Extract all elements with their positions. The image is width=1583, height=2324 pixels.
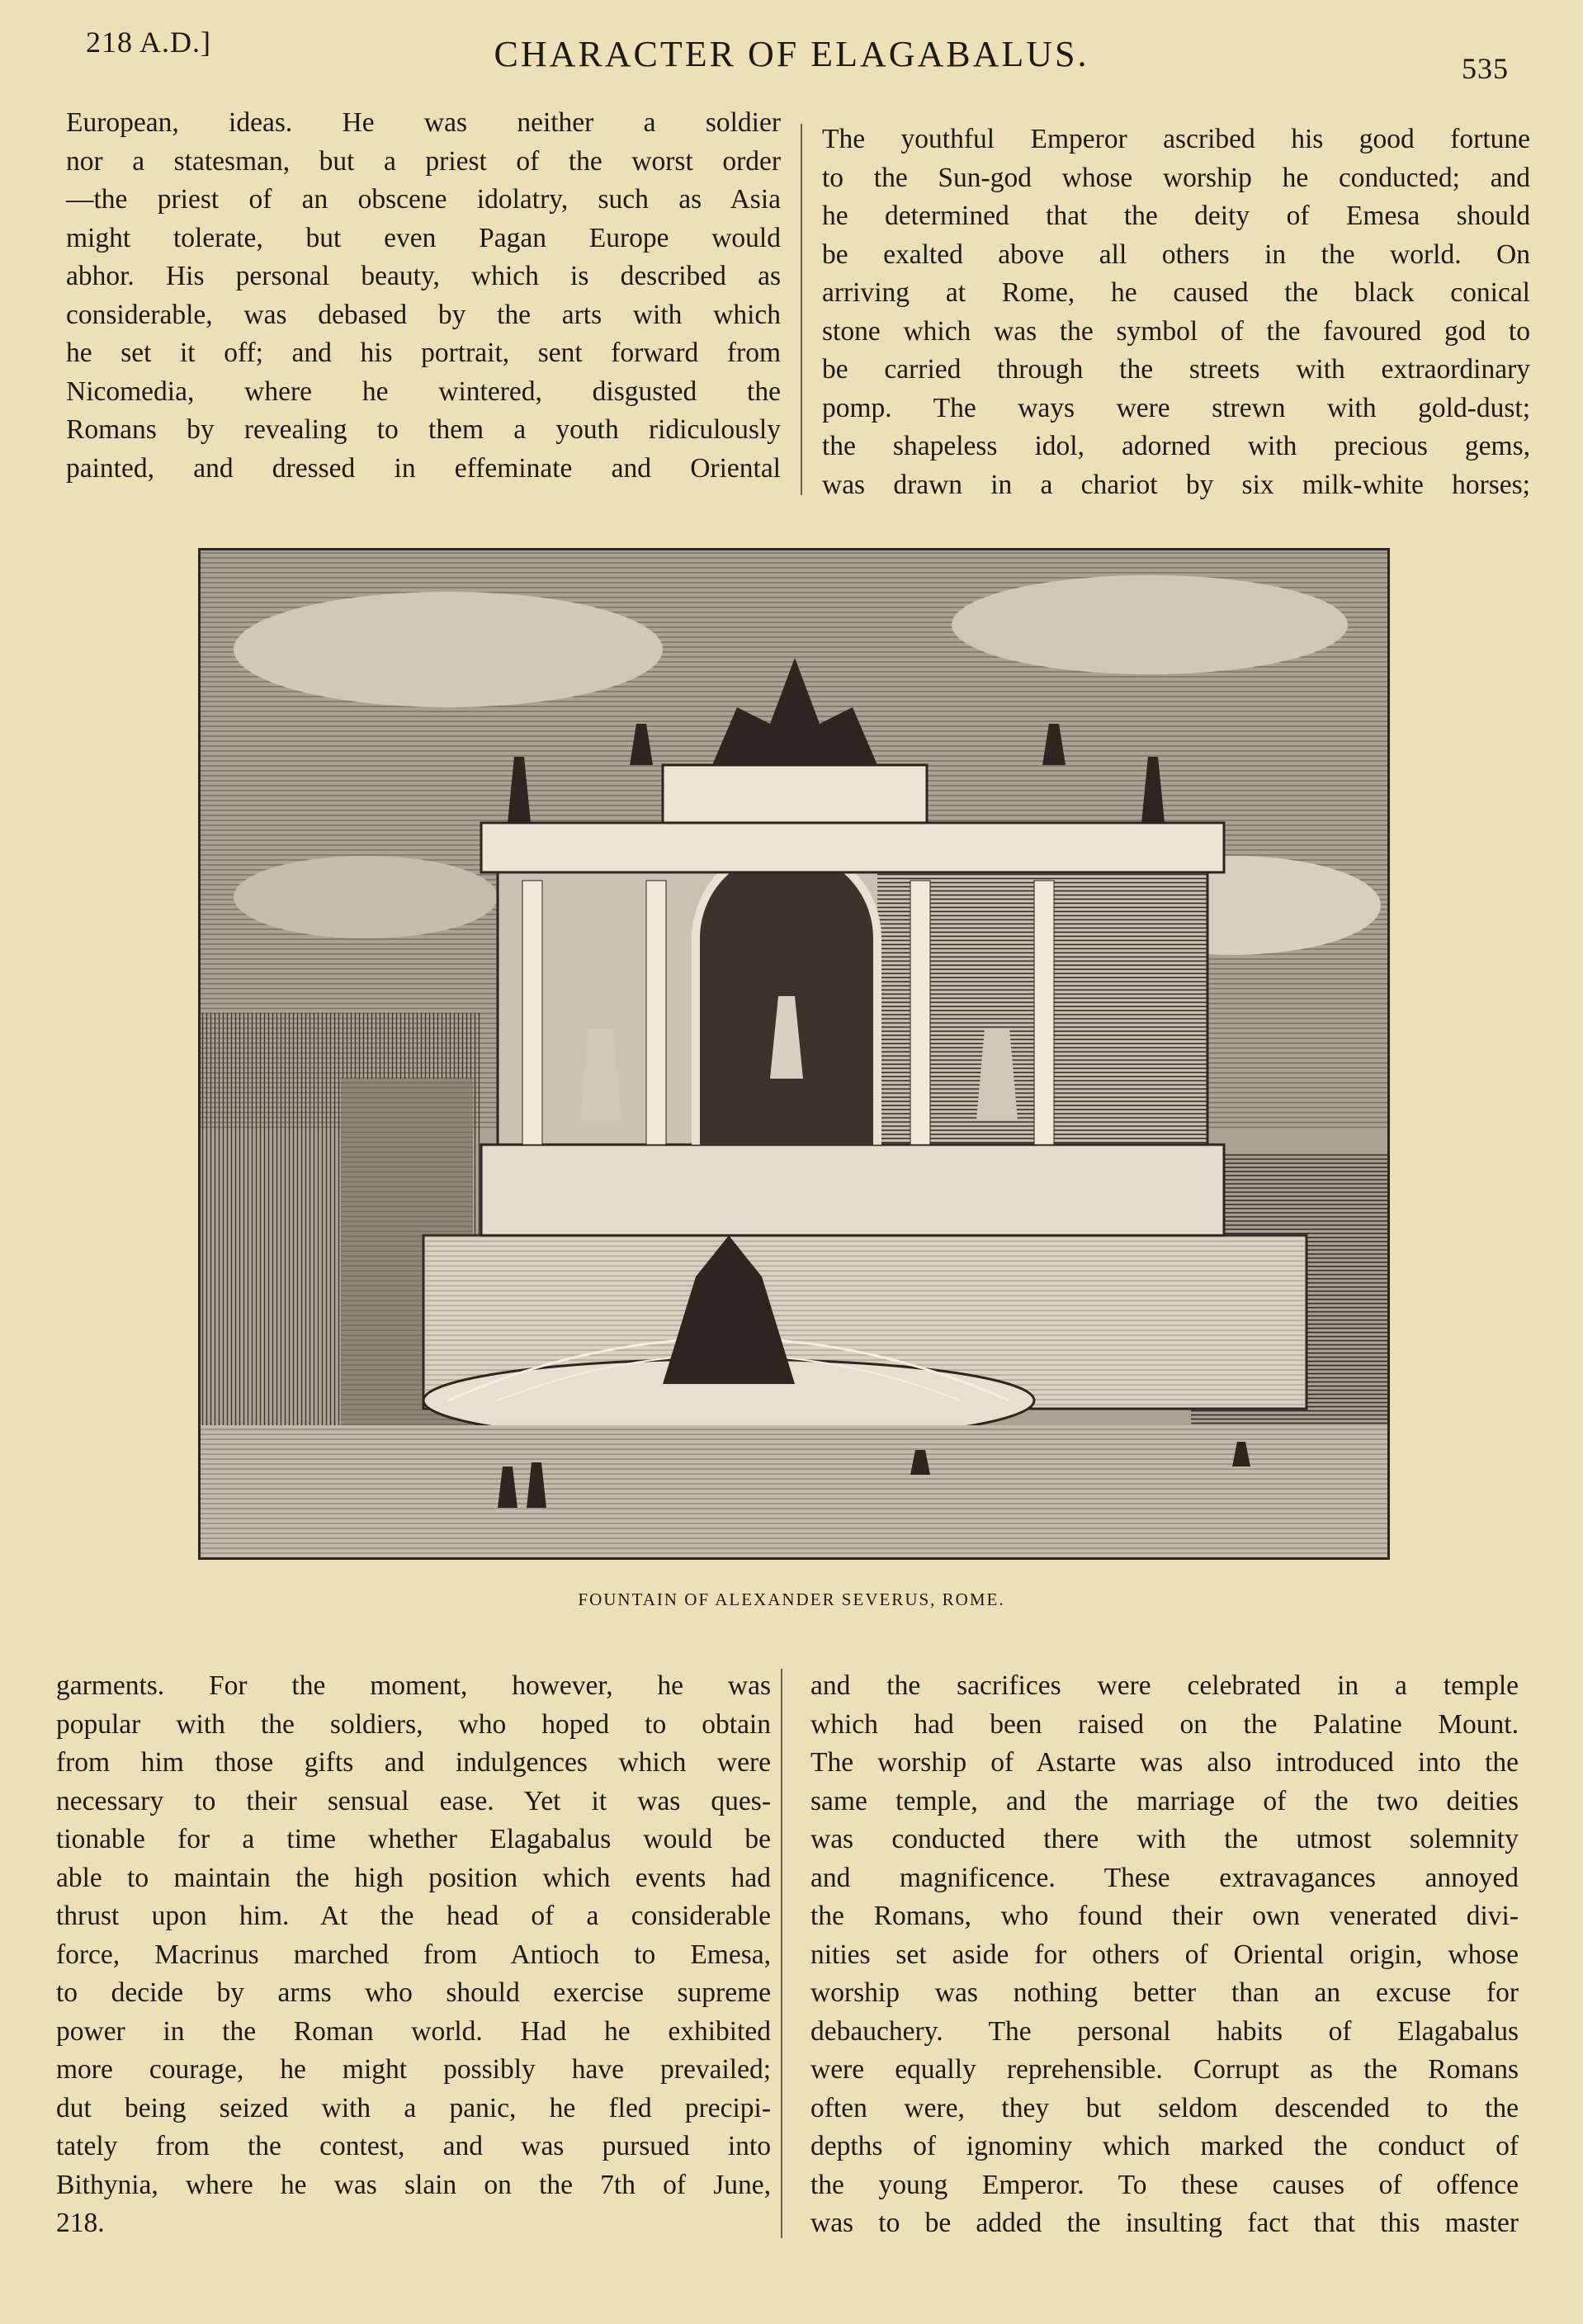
text-line: might tolerate, but even Pagan Europe would bbox=[66, 222, 781, 253]
text-line: which had been raised on the Palatine Mount. bbox=[810, 1708, 1519, 1740]
text-line: be carried through the streets with extraordinary bbox=[822, 354, 1530, 385]
text-line: Nicomedia, where he wintered, disgusted the bbox=[66, 376, 781, 407]
text-line: to the Sun-god whose worship he conducted; and bbox=[822, 162, 1530, 193]
text-line: Romans by revealing to them a youth ridiculously bbox=[66, 414, 781, 445]
text-line: —the priest of an obscene idolatry, such as Asia bbox=[66, 184, 781, 215]
text-column-bottom-left bbox=[56, 1667, 771, 2243]
text-line: same temple, and the marriage of the two deities bbox=[810, 1785, 1519, 1816]
text-line: was drawn in a chariot by six milk-white horses; bbox=[822, 469, 1530, 500]
text-line: arriving at Rome, he caused the black conical bbox=[822, 277, 1530, 308]
header-date: 218 A.D.] bbox=[86, 26, 211, 59]
text-line: The worship of Astarte was also introduced into the bbox=[810, 1747, 1519, 1778]
text-line: worship was nothing better than an excuse for bbox=[810, 1977, 1519, 2008]
text-line: were equally reprehensible. Corrupt as the Romans bbox=[810, 2054, 1519, 2085]
text-line: power in the Roman world. Had he exhibited bbox=[56, 2015, 771, 2047]
text-line: able to maintain the high position which events had bbox=[56, 1862, 771, 1893]
text-line: thrust upon him. At the head of a considerable bbox=[56, 1901, 771, 1931]
text-line: popular with the soldiers, who hoped to obtain bbox=[56, 1708, 771, 1740]
column-divider-bottom bbox=[781, 1669, 782, 2238]
text-line: abhor. His personal beauty, which is described as bbox=[66, 261, 781, 291]
text-line: was to be added the insulting fact that this master bbox=[810, 2208, 1519, 2238]
text-line: tionable for a time whether Elagabalus would be bbox=[56, 1824, 771, 1854]
text-line: force, Macrinus marched from Antioch to Emesa, bbox=[56, 1939, 771, 1970]
text-line: necessary to their sensual ease. Yet it was ques- bbox=[56, 1785, 771, 1816]
text-line: 218. bbox=[56, 2208, 105, 2238]
text-line: and the sacrifices were celebrated in a temple bbox=[810, 1670, 1519, 1701]
text-column-bottom-right bbox=[810, 1667, 1519, 2243]
text-line: the young Emperor. To these causes of offence bbox=[810, 2169, 1519, 2200]
text-line: the Romans, who found their own venerated divi- bbox=[810, 1901, 1519, 1931]
text-column-top-right bbox=[822, 120, 1530, 504]
text-line: often were, they but seldom descended to the bbox=[810, 2092, 1519, 2123]
text-line: depths of ignominy which marked the conduct of bbox=[810, 2131, 1519, 2161]
text-line: debauchery. The personal habits of Elagabalus bbox=[810, 2015, 1519, 2047]
text-line: tately from the contest, and was pursued into bbox=[56, 2131, 771, 2161]
text-line: from him those gifts and indulgences which were bbox=[56, 1747, 771, 1778]
text-line: Bithynia, where he was slain on the 7th of June, bbox=[56, 2169, 771, 2200]
text-line: stone which was the symbol of the favoured god to bbox=[822, 315, 1530, 347]
text-line: The youthful Emperor ascribed his good fortune bbox=[822, 124, 1530, 154]
text-line: he set it off; and his portrait, sent forward from bbox=[66, 338, 781, 368]
page-number: 535 bbox=[1462, 52, 1509, 85]
column-divider-top bbox=[801, 124, 802, 495]
text-line: considerable, was debased by the arts with which bbox=[66, 299, 781, 330]
text-line: European, ideas. He was neither a soldier bbox=[66, 107, 781, 138]
text-line: pomp. The ways were strewn with gold-dust; bbox=[822, 392, 1530, 423]
text-line: he determined that the deity of Emesa should bbox=[822, 201, 1530, 231]
text-line: nities set aside for others of Oriental origin, whose bbox=[810, 1939, 1519, 1970]
text-line: nor a statesman, but a priest of the worst order bbox=[66, 145, 781, 177]
text-line: dut being seized with a panic, he fled precipi- bbox=[56, 2092, 771, 2123]
engraving-fountain bbox=[198, 548, 1390, 1560]
text-line: was conducted there with the utmost solemnity bbox=[810, 1824, 1519, 1854]
text-line: be exalted above all others in the world. On bbox=[822, 239, 1530, 270]
running-title: CHARACTER OF ELAGABALUS. bbox=[494, 34, 1089, 74]
text-column-top-left bbox=[66, 104, 781, 488]
text-line: to decide by arms who should exercise supreme bbox=[56, 1977, 771, 2008]
text-line: garments. For the moment, however, he was bbox=[56, 1670, 771, 1701]
text-line: more courage, he might possibly have prevailed; bbox=[56, 2054, 771, 2085]
text-line: painted, and dressed in effeminate and Oriental bbox=[66, 452, 781, 484]
figure-caption: FOUNTAIN OF ALEXANDER SEVERUS, ROME. bbox=[578, 1589, 1005, 1609]
text-line: the shapeless idol, adorned with precious gems, bbox=[822, 431, 1530, 461]
text-line: and magnificence. These extravagances annoyed bbox=[810, 1862, 1519, 1893]
